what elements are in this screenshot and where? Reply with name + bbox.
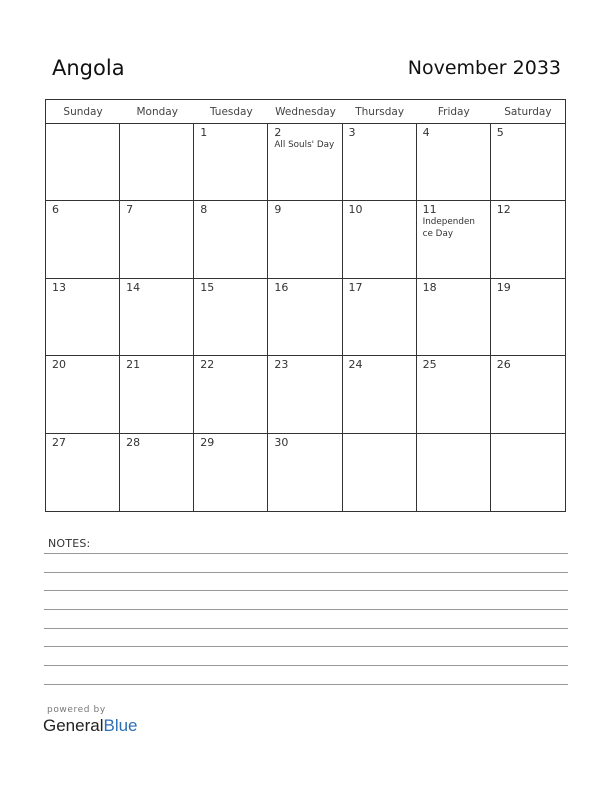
day-cell [120, 434, 194, 511]
weekday-sunday: Sunday [63, 106, 103, 118]
weekday-tuesday: Tuesday [209, 106, 253, 118]
holiday-label: Independen ce Day [422, 217, 475, 240]
day-cell [46, 124, 120, 201]
day-number: 18 [422, 280, 437, 294]
holiday-label: All Souls' Day [274, 140, 335, 150]
weekday-header-row [46, 100, 565, 124]
day-number: 15 [200, 280, 215, 294]
day-cell [120, 201, 194, 278]
day-number: 25 [422, 358, 437, 372]
day-number: 29 [200, 435, 215, 449]
day-cell [491, 279, 565, 356]
day-number: 13 [52, 280, 66, 294]
day-cell [491, 434, 565, 511]
day-number: 14 [126, 280, 141, 294]
day-cell [194, 279, 268, 356]
weekday-friday: Friday [437, 106, 470, 118]
day-number: 1 [200, 126, 208, 139]
notes-line [44, 684, 568, 685]
day-number: 17 [348, 280, 363, 294]
day-number: 2 [274, 126, 282, 139]
day-cell [268, 279, 342, 356]
day-number: 5 [496, 126, 504, 139]
day-number: 16 [274, 280, 289, 294]
day-number: 20 [52, 358, 66, 372]
day-cell [46, 356, 120, 433]
day-number: 10 [348, 203, 363, 217]
day-number: 21 [126, 358, 141, 372]
day-number: 8 [200, 203, 208, 217]
notes-line [44, 646, 568, 647]
weekday-saturday: Saturday [504, 106, 552, 118]
day-cell [194, 356, 268, 433]
day-cell [46, 434, 120, 511]
day-number: 26 [496, 358, 511, 372]
calendar-grid [45, 99, 566, 512]
brand-blue: Blue [103, 716, 138, 735]
day-grid [46, 124, 565, 511]
day-number: 27 [52, 435, 66, 449]
day-number: 9 [274, 203, 282, 217]
day-number: 28 [126, 435, 141, 449]
country-title: Angola [52, 56, 125, 80]
powered-by-text: powered by [47, 705, 106, 715]
day-cell [268, 124, 342, 201]
day-cell [268, 201, 342, 278]
day-cell [120, 279, 194, 356]
day-cell [268, 356, 342, 433]
brand-general: General [43, 716, 104, 735]
day-cell [343, 434, 417, 511]
day-cell [491, 201, 565, 278]
day-cell [417, 356, 491, 433]
day-number: 4 [422, 126, 430, 139]
day-cell [491, 124, 565, 201]
day-cell [343, 124, 417, 201]
day-number: 6 [52, 203, 59, 217]
day-number: 3 [348, 126, 356, 139]
notes-line [44, 590, 568, 591]
day-number: 23 [274, 358, 289, 372]
day-number: 24 [348, 358, 363, 372]
day-cell [194, 434, 268, 511]
day-cell [417, 434, 491, 511]
day-number: 22 [200, 358, 215, 372]
notes-line [44, 609, 568, 610]
weekday-thursday: Thursday [355, 106, 405, 118]
month-year-title: November 2033 [407, 57, 561, 79]
notes-line [44, 665, 568, 666]
day-number: 30 [274, 435, 289, 449]
notes-line [44, 553, 568, 554]
day-cell [343, 279, 417, 356]
day-cell [46, 201, 120, 278]
day-cell [417, 201, 491, 278]
day-cell [120, 124, 194, 201]
day-cell [491, 356, 565, 433]
day-cell [194, 124, 268, 201]
notes-label: NOTES: [48, 537, 91, 550]
day-cell [268, 434, 342, 511]
weekday-monday: Monday [136, 106, 178, 118]
day-cell [343, 356, 417, 433]
day-cell [417, 279, 491, 356]
day-number: 7 [126, 203, 134, 217]
day-cell [343, 201, 417, 278]
day-cell [46, 279, 120, 356]
generalblue-logo [43, 716, 138, 736]
day-number: 19 [496, 280, 511, 294]
day-number: 11 [422, 203, 437, 217]
day-cell [417, 124, 491, 201]
notes-line [44, 572, 568, 573]
day-number: 12 [496, 203, 511, 217]
weekday-wednesday: Wednesday [275, 106, 336, 118]
day-cell [120, 356, 194, 433]
notes-line [44, 628, 568, 629]
day-cell [194, 201, 268, 278]
